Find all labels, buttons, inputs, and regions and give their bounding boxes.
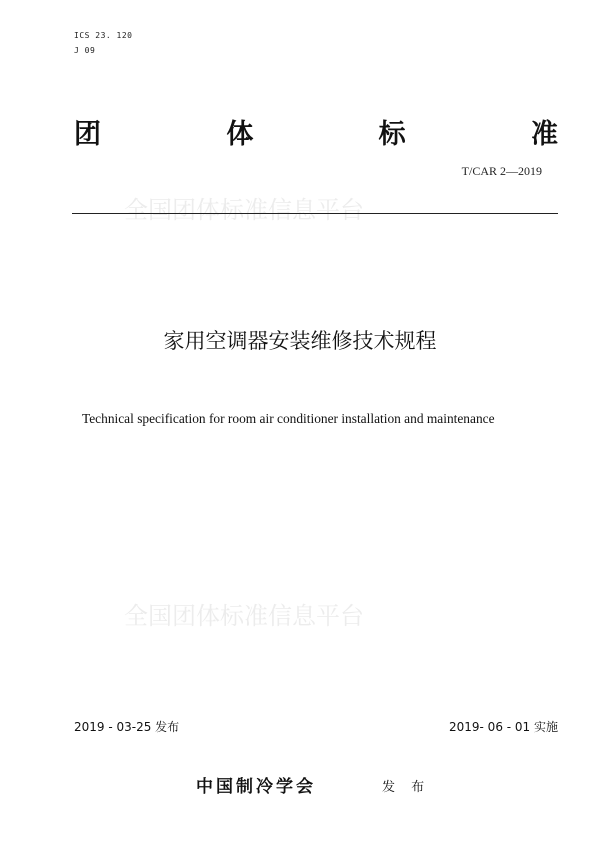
publish-label: 发 布 (382, 780, 431, 795)
implementation-date: 2019- 06 - 01 实施 (449, 720, 558, 734)
standard-type-heading (74, 112, 558, 151)
publisher-name: 中国制冷学会 (196, 777, 316, 797)
watermark-top: 全国团体标准信息平台 (124, 196, 364, 224)
ics-code: ICS 23. 120 (74, 31, 133, 40)
ccs-code: J 09 (74, 46, 96, 55)
standard-type-char: 标 (378, 119, 406, 150)
standard-type-char: 体 (226, 119, 254, 150)
standard-type-char: 准 (530, 119, 558, 150)
watermark-bottom: 全国团体标准信息平台 (124, 602, 364, 630)
document-title-english: Technical specification for room air conditioner installation and maintenance (82, 411, 495, 426)
issue-date: 2019 - 03-25 发布 (74, 720, 180, 734)
standard-number: T/CAR 2—2019 (461, 164, 542, 178)
document-title-chinese: 家用空调器安装维修技术规程 (163, 329, 437, 353)
standard-type-char: 团 (74, 119, 101, 150)
header-rule (72, 213, 558, 214)
